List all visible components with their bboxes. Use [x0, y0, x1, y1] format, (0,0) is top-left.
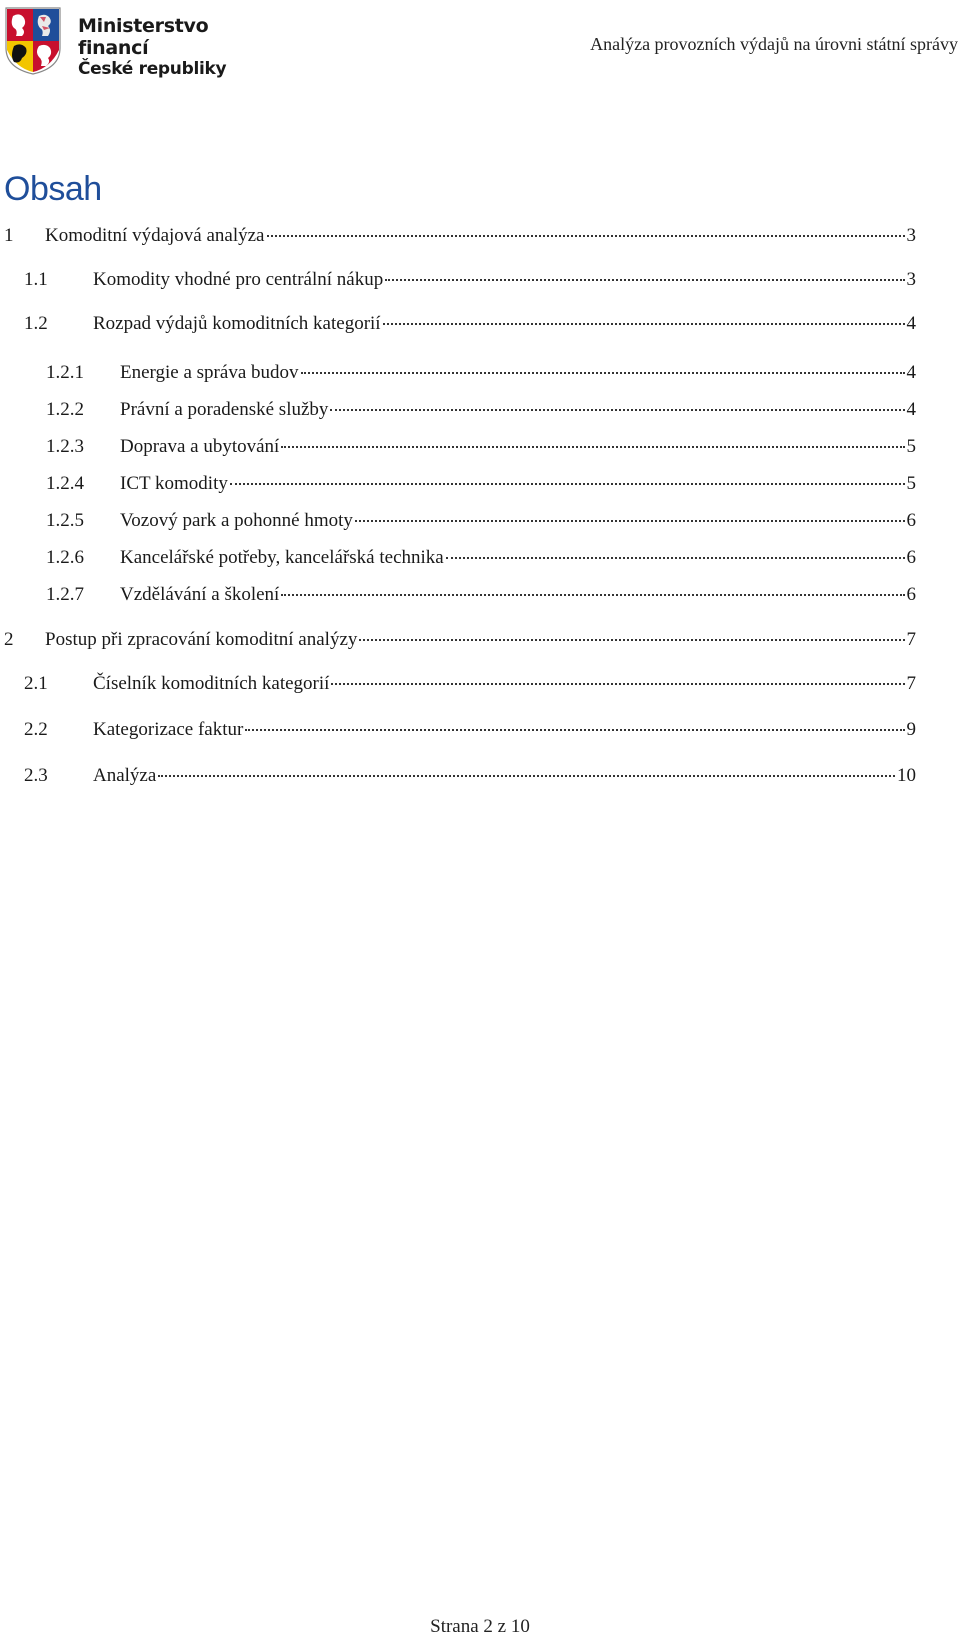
toc-entry-number: 1.2.6	[46, 547, 84, 568]
toc-entry-title: ICT komodity	[120, 473, 228, 494]
toc-entry[interactable]	[46, 398, 916, 422]
toc-dot-leader	[158, 775, 895, 777]
toc-entry[interactable]	[4, 628, 916, 652]
toc-entry[interactable]	[24, 718, 916, 742]
toc-dot-leader	[359, 639, 904, 641]
running-header-title: Analýza provozních výdajů na úrovni státní správy	[590, 34, 958, 54]
toc-entry-number: 1.2.3	[46, 436, 84, 457]
toc-entry-number: 1.2.2	[46, 399, 84, 420]
toc-entry[interactable]	[24, 764, 916, 788]
toc-dot-leader	[281, 446, 904, 448]
toc-entry-page: 7	[906, 673, 916, 694]
toc-entry-number: 1.2	[24, 313, 48, 334]
toc-entry-title: Energie a správa budov	[120, 362, 299, 383]
toc-dot-leader	[355, 520, 905, 522]
toc-entry-number: 1.2.5	[46, 510, 84, 531]
toc-entry-page: 5	[906, 473, 916, 494]
toc-entry-page: 7	[906, 629, 916, 650]
toc-entry-page: 10	[897, 765, 916, 786]
toc-entry[interactable]	[4, 224, 916, 248]
toc-entry-title: Analýza	[93, 765, 157, 786]
toc-dot-leader	[245, 729, 904, 731]
logo-line-ministry: Ministerstvo financí	[78, 15, 209, 59]
toc-dot-leader	[267, 235, 905, 237]
toc-entry[interactable]	[46, 472, 916, 496]
toc-entry-page: 6	[906, 510, 916, 531]
toc-entry-title: Kancelářské potřeby, kancelářská technika	[120, 547, 444, 568]
toc-entry[interactable]	[24, 312, 916, 336]
page-footer	[0, 1616, 960, 1638]
toc-dot-leader	[301, 372, 905, 374]
toc-dot-leader	[230, 483, 905, 485]
toc-entry-number: 1.2.7	[46, 584, 84, 605]
toc-entry[interactable]	[24, 268, 916, 292]
logo-line-republic: České republiky	[78, 58, 227, 79]
toc-entry-title: Číselník komoditních kategorií	[93, 673, 330, 694]
toc-entry-title: Rozpad výdajů komoditních kategorií	[93, 313, 381, 334]
page-number-label: Strana 2 z 10	[430, 1616, 530, 1637]
toc-entry-number: 1.2.1	[46, 362, 84, 383]
toc-entry[interactable]	[46, 546, 916, 570]
toc-entry-number: 2.3	[24, 765, 48, 786]
toc-entry-page: 6	[906, 584, 916, 605]
toc-entry-title: Komoditní výdajová analýza	[45, 225, 265, 246]
toc-entry-number: 1	[4, 225, 14, 246]
toc-entry-title: Kategorizace faktur	[93, 719, 244, 740]
toc-entry-number: 1.2.4	[46, 473, 84, 494]
toc-entry-page: 5	[906, 436, 916, 457]
toc-entry-page: 4	[906, 313, 916, 334]
toc-entry-page: 3	[906, 269, 916, 290]
toc-entry-title: Postup při zpracování komoditní analýzy	[45, 629, 358, 650]
toc-entry-title: Komodity vhodné pro centrální nákup	[93, 269, 384, 290]
toc-dot-leader	[446, 557, 905, 559]
toc-entry-title: Vozový park a pohonné hmoty	[120, 510, 353, 531]
toc-entry[interactable]	[24, 672, 916, 696]
toc-entry-page: 9	[906, 719, 916, 740]
toc-dot-leader	[281, 594, 904, 596]
toc-entry-page: 3	[906, 225, 916, 246]
toc-entry[interactable]	[46, 583, 916, 607]
toc-dot-leader	[331, 683, 904, 685]
toc-entry[interactable]	[46, 361, 916, 385]
toc-entry-title: Právní a poradenské služby	[120, 399, 329, 420]
toc-entry-number: 2	[4, 629, 14, 650]
toc-entry-page: 6	[906, 547, 916, 568]
toc-entry[interactable]	[46, 509, 916, 533]
toc-entry-title: Vzdělávání a školení	[120, 584, 280, 605]
toc-entry-number: 2.2	[24, 719, 48, 740]
toc-dot-leader	[385, 279, 904, 281]
toc-dot-leader	[383, 323, 905, 325]
toc-entry-number: 1.1	[24, 269, 48, 290]
toc-entry-page: 4	[906, 362, 916, 383]
toc-entry[interactable]	[46, 435, 916, 459]
toc-entry-page: 4	[906, 399, 916, 420]
toc-heading: Obsah	[4, 170, 102, 208]
toc-dot-leader	[330, 409, 904, 411]
toc-entry-number: 2.1	[24, 673, 48, 694]
toc-entry-title: Doprava a ubytování	[120, 436, 280, 457]
